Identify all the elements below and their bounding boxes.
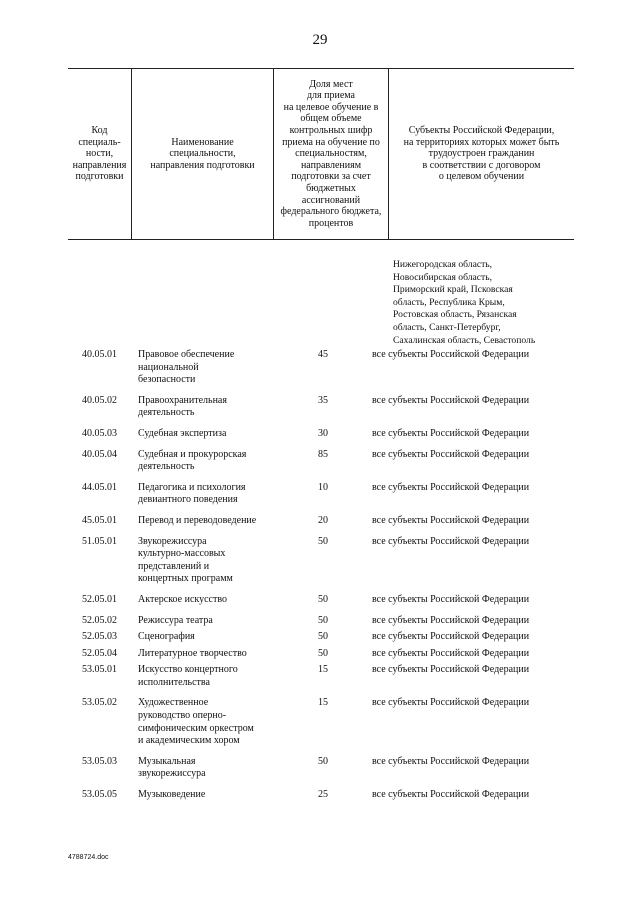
row-share: 50 (318, 647, 328, 659)
row-code: 53.05.01 (82, 664, 117, 676)
row-code: 40.05.01 (82, 349, 117, 360)
row-subjects: все субъекты Российской Федерации (372, 448, 530, 460)
row-subjects: все субъекты Российской Федерации (372, 697, 530, 709)
table-row (0, 428, 640, 441)
row-code: 40.05.04 (82, 448, 117, 460)
row-subjects: все субъекты Российской Федерации (372, 789, 530, 801)
table-header (68, 68, 574, 240)
row-share: 50 (318, 593, 328, 605)
header-share: Доля мест для приема на целевое обучение в общем объеме контрольных шифр приема на обучение по специальностям, направлениям подготовки за счет бюджетных ассигнований федерального бюджета, процентов (273, 69, 388, 239)
table-row (0, 536, 640, 586)
table-row (0, 395, 640, 420)
row-name: Педагогика и психология девиантного поведения (138, 481, 246, 506)
row-subjects: все субъекты Российской Федерации (372, 514, 530, 526)
row-code: 53.05.03 (82, 755, 117, 767)
header-name: Наименование специальности, направления подготовки (131, 69, 273, 239)
row-subjects: все субъекты Российской Федерации (372, 394, 530, 406)
row-name: Судебная экспертиза (138, 427, 227, 439)
row-share: 20 (318, 514, 328, 526)
table-row (0, 756, 640, 781)
row-subjects: все субъекты Российской Федерации (372, 481, 530, 493)
row-name: Судебная и прокурорская деятельность (138, 448, 247, 473)
row-share: 85 (318, 448, 328, 460)
table-row (0, 594, 640, 607)
row-share: 15 (318, 697, 328, 709)
row-name: Искусство концертного исполнительства (138, 664, 238, 688)
row-subjects: все субъекты Российской Федерации (372, 647, 530, 659)
row-name: Правоохранительная деятельность (138, 394, 227, 419)
row-share: 30 (318, 427, 328, 439)
row-name: Перевод и переводоведение (138, 514, 257, 526)
row-name: Литературное творчество (138, 647, 247, 659)
row-code: 40.05.03 (82, 427, 117, 439)
row-subjects: все субъекты Российской Федерации (372, 349, 530, 360)
table-row (0, 789, 640, 802)
row-code: 52.05.04 (82, 647, 117, 659)
row-subjects: все субъекты Российской Федерации (372, 755, 530, 767)
row-name: Музыкальная звукорежиссура (138, 755, 206, 780)
row-share: 25 (318, 789, 328, 801)
row-subjects: все субъекты Российской Федерации (372, 593, 530, 605)
row-name: Правовое обеспечение национальной безопасности (138, 349, 235, 386)
header-code: Код специаль- ности, направления подготовки (72, 125, 127, 183)
row-subjects: все субъекты Российской Федерации (372, 427, 530, 439)
row-code: 52.05.01 (82, 593, 117, 605)
table-row (0, 664, 640, 689)
footer-doc-id: 4788724.doc (68, 854, 109, 861)
table-row (0, 449, 640, 474)
row-share: 50 (318, 614, 328, 626)
row-code: 45.05.01 (82, 514, 117, 526)
row-share: 50 (318, 631, 328, 643)
row-code: 53.05.02 (82, 697, 117, 709)
row-share: 15 (318, 664, 328, 676)
row-code: 52.05.03 (82, 631, 117, 643)
row-name: Звукорежиссура культурно-массовых представлений и концертных программ (138, 535, 233, 585)
row-share: 45 (318, 349, 328, 360)
header-subjects: Субъекты Российской Федерации, на территориях которых может быть трудоустроен гражданин в соответствии с договором о целевом обучении (388, 69, 574, 239)
row-subjects: все субъекты Российской Федерации (372, 664, 530, 676)
row-code: 53.05.05 (82, 789, 117, 801)
row-name: Актерское искусство (138, 593, 228, 605)
row-code: 52.05.02 (82, 614, 117, 626)
row-share: 50 (318, 535, 328, 547)
row-name: Режиссура театра (138, 614, 213, 626)
row-subjects: все субъекты Российской Федерации (372, 614, 530, 626)
page-number: 29 (312, 32, 328, 48)
row-name: Художественное руководство оперно- симфоническим оркестром и академическим хором (138, 697, 254, 747)
table-row (0, 482, 640, 507)
row-name: Сценография (138, 631, 195, 643)
table-row (0, 349, 640, 387)
row-name: Музыковедение (138, 789, 206, 801)
row-code: 40.05.02 (82, 394, 117, 406)
table-body (0, 349, 640, 810)
row-code: 51.05.01 (82, 535, 117, 547)
table-row (0, 697, 640, 747)
row-share: 35 (318, 394, 328, 406)
table-row (0, 615, 640, 628)
continued-regions: Нижегородская область, Новосибирская область, Приморский край, Псковская область, Республика Крым, Ростовская область, Рязанская область, Санкт-Петербург, Сахалинская область, Севастополь (393, 259, 536, 346)
table-row (0, 515, 640, 528)
row-code: 44.05.01 (82, 481, 117, 493)
row-subjects: все субъекты Российской Федерации (372, 535, 530, 547)
table-row (0, 648, 640, 661)
row-subjects: все субъекты Российской Федерации (372, 631, 530, 643)
row-share: 50 (318, 755, 328, 767)
table-row (0, 631, 640, 644)
row-share: 10 (318, 481, 328, 493)
